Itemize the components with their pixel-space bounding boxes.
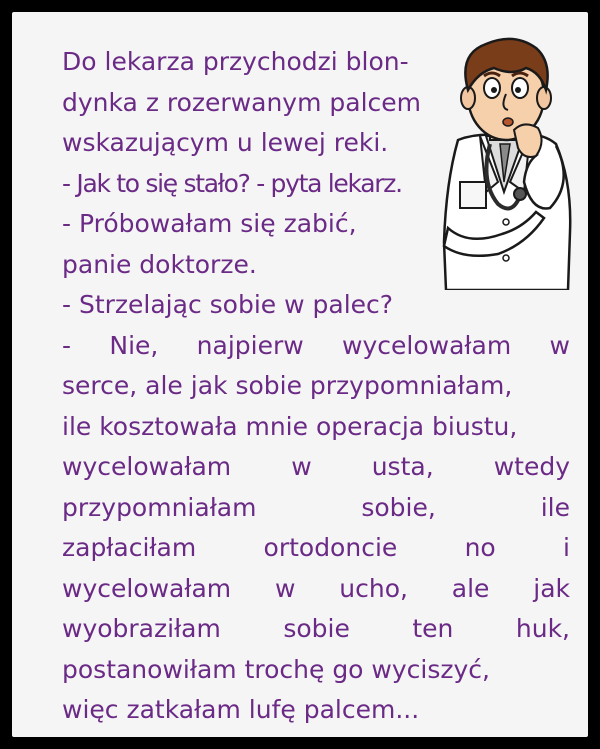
joke-line-16: postanowiłam trochę go wyciszyć, [62, 654, 490, 684]
joke-line-15: wyobraziłam sobie ten huk, [62, 614, 570, 643]
joke-line-2: dynka z rozerwanym palcem [62, 87, 422, 117]
joke-line-12: przypomniałam sobie, ile [62, 492, 570, 522]
joke-line-13: zapłaciłam ortodoncie no i [62, 533, 570, 562]
joke-line-11: wycelowałam w usta, wtedy [62, 452, 570, 481]
joke-line-4: - Jak to się stało? - pyta lekarz. [62, 168, 402, 198]
joke-line-8: - Nie, najpierw wycelowałam w [62, 330, 570, 360]
joke-line-1: Do lekarza przychodzi blon- [62, 47, 409, 76]
joke-line-9: serce, ale jak sobie przypomniałam, [62, 371, 513, 400]
joke-line-10: ile kosztowała mnie operacja biustu, [62, 411, 518, 441]
joke-line-17: więc zatkałam lufę palcem... [62, 695, 420, 724]
thinking-doctor-icon [428, 32, 580, 290]
joke-line-14: wycelowałam w ucho, ale jak [62, 573, 570, 603]
joke-card [12, 12, 588, 737]
joke-line-7: - Strzelając sobie w palec? [62, 290, 394, 319]
joke-line-6: panie doktorze. [62, 249, 257, 279]
joke-line-5: - Próbowałam się zabić, [62, 209, 357, 238]
joke-line-3: wskazującym u lewej reki. [62, 128, 389, 157]
